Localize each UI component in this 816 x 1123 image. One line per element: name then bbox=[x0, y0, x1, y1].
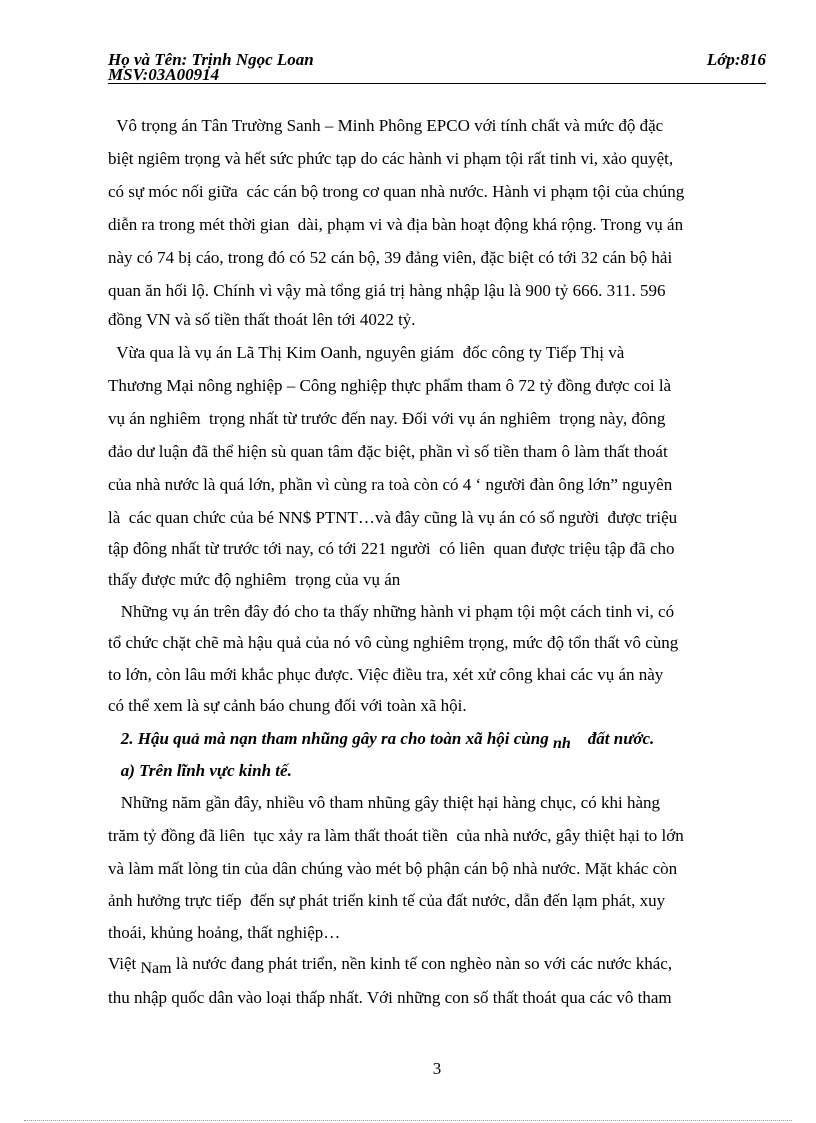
text-line: là các quan chức của bé NN$ PTNT…và đây cũng là vụ án có số người được triệu bbox=[108, 508, 678, 527]
heading-subscript: nh bbox=[552, 735, 571, 752]
page-number: 3 bbox=[432, 1059, 442, 1078]
text-line: Những vụ án trên đây đó cho ta thấy những hành vi phạm tội một cách tinh vi, có bbox=[108, 602, 675, 621]
line-text: Việt bbox=[108, 954, 141, 973]
page-break-line bbox=[24, 1120, 792, 1121]
text-line: thấy được mức độ nghiêm trọng của vụ án bbox=[108, 570, 401, 589]
text-line: tổ chức chặt chẽ mà hậu quả của nó vô cùng nghiêm trọng, mức độ tổn thất vô cùng bbox=[108, 633, 679, 652]
text-line: Vô trọng án Tân Trường Sanh – Minh Phông EPCO với tính chất và mức độ đặc bbox=[108, 116, 664, 135]
heading-text: 2. Hậu quả mà nạn tham nhũng gây ra cho toàn xã hội cùng bbox=[108, 729, 553, 748]
text-line: quan ăn hối lộ. Chính vì vậy mà tổng giá trị hàng nhập lậu là 900 tỷ 666. 311. 596 bbox=[108, 281, 666, 300]
text-line: Những năm gần đây, nhiều vô tham nhũng gây thiệt hại hàng chục, có khi hàng bbox=[108, 793, 660, 812]
text-line: biệt ngiêm trọng và hết sức phức tạp do các hành vi phạm tội rất tinh vi, xảo quyệt, bbox=[108, 149, 674, 168]
text-line: tập đông nhất từ trước tới nay, có tới 221 người có liên quan được triệu tập đã cho bbox=[108, 539, 675, 558]
text-line: trăm tỷ đồng đã liên tục xảy ra làm thất thoát tiền của nhà nước, gây thiệt hại to lớn bbox=[108, 826, 684, 845]
text-line: to lớn, còn lâu mới khắc phục được. Việc điều tra, xét xử công khai các vụ án này bbox=[108, 665, 664, 684]
page-header bbox=[108, 49, 766, 84]
heading-text-end: đất nước. bbox=[570, 729, 655, 748]
line-subscript: Nam bbox=[140, 960, 172, 977]
text-line: Thương Mại nông nghiệp – Công nghiệp thực phẩm tham ô 72 tỷ đồng được coi là bbox=[108, 376, 672, 395]
text-line: vụ án nghiêm trọng nhất từ trước đến nay. Đối với vụ án nghiêm trọng này, đông bbox=[108, 409, 666, 428]
section-heading bbox=[108, 728, 758, 751]
text-line: đồng VN và số tiền thất thoát lên tới 4022 tỷ. bbox=[108, 310, 416, 329]
text-line: và làm mất lòng tin của dân chúng vào mét bộ phận cán bộ nhà nước. Mặt khác còn bbox=[108, 859, 678, 878]
text-line: này có 74 bị cáo, trong đó có 52 cán bộ, 39 đảng viên, đặc biệt có tới 32 cán bộ hải bbox=[108, 248, 673, 267]
text-line: diễn ra trong mét thời gian dài, phạm vi và địa bàn hoạt động khá rộng. Trong vụ án bbox=[108, 215, 684, 234]
line-text-end: là nước đang phát triển, nền kinh tế con nghèo nàn so với các nước khác, bbox=[171, 954, 673, 973]
text-line: thoái, khủng hoảng, thất nghiệp… bbox=[108, 923, 341, 942]
student-id: MSV:03A00914 bbox=[108, 65, 220, 84]
text-line: Vừa qua là vụ án Lã Thị Kim Oanh, nguyên giám đốc công ty Tiếp Thị và bbox=[108, 343, 625, 362]
text-line: có sự móc nối giữa các cán bộ trong cơ quan nhà nước. Hành vi phạm tội của chúng bbox=[108, 182, 685, 201]
text-line: đảo dư luận đã thể hiện sù quan tâm đặc biệt, phần vì số tiền tham ô làm thất thoát bbox=[108, 442, 668, 461]
text-line: thu nhập quốc dân vào loại thấp nhất. Với những con số thất thoát qua các vô tham bbox=[108, 988, 672, 1007]
text-line bbox=[108, 953, 758, 976]
text-line: của nhà nước là quá lớn, phần vì cùng ra toà còn có 4 ‘ người đàn ông lớn” nguyên bbox=[108, 475, 673, 494]
subsection-heading: a) Trên lĩnh vực kinh tế. bbox=[108, 761, 292, 780]
author-name: Họ và Tên: Trịnh Ngọc Loan bbox=[108, 50, 314, 69]
text-line: có thể xem là sự cảnh báo chung đối với toàn xã hội. bbox=[108, 696, 467, 715]
text-line: ảnh hưởng trực tiếp đến sự phát triển kinh tế của đất nước, dẫn đến lạm phát, xuy bbox=[108, 891, 666, 910]
class-label: Lớp:816 bbox=[706, 50, 766, 69]
